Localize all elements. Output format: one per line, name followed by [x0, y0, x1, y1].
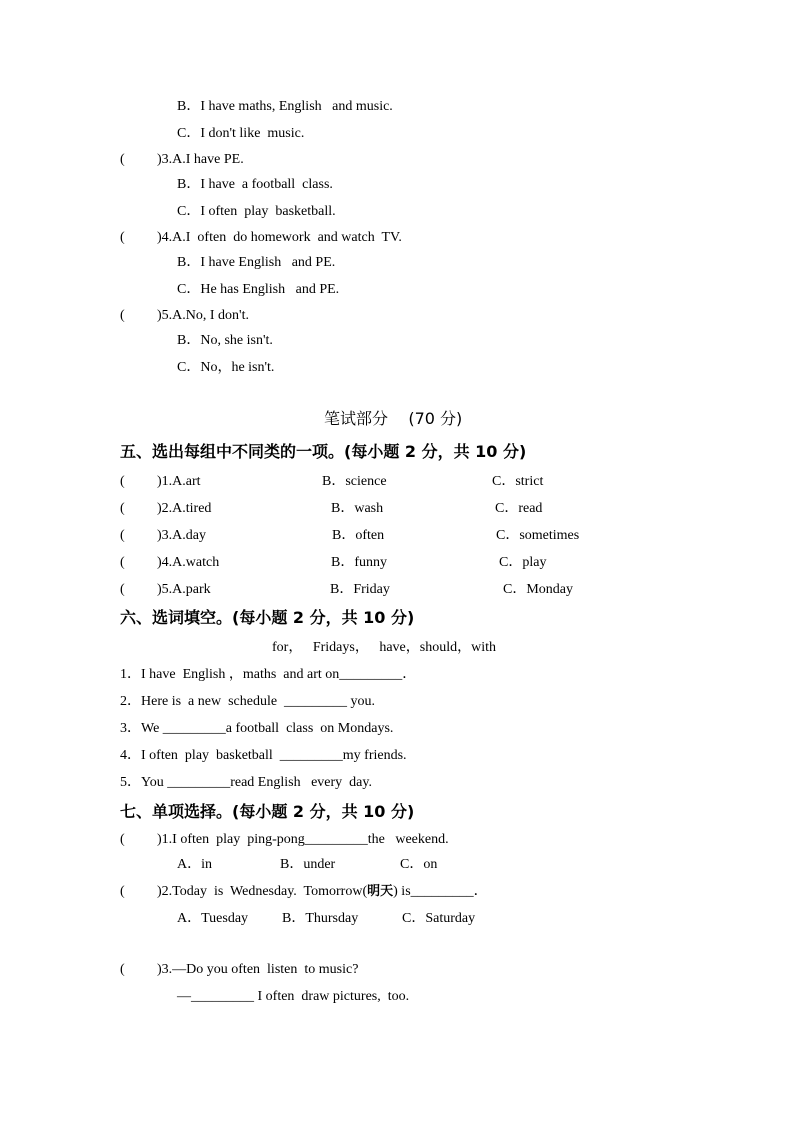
section5-heading: 五、选出每组中不同类的一项。(每小题 2 分，共 10 分): [120, 442, 527, 461]
section5-q2-option-a: )2.A.tired: [157, 501, 212, 516]
section6-item-5: 5．You _________read English every day.: [120, 775, 372, 790]
section7-heading: 七、单项选择。(每小题 2 分，共 10 分): [120, 802, 415, 821]
section7-q2-option-a: A．Tuesday: [177, 911, 249, 926]
listening-q2-option-c: C．I don't like music.: [177, 126, 305, 141]
answer-paren: (: [120, 962, 125, 977]
section5-q5-option-a: )5.A.park: [157, 582, 211, 597]
answer-paren: (: [120, 152, 125, 167]
section6-item-2: 2．Here is a new schedule _________ you.: [120, 694, 376, 709]
answer-paren: (: [120, 555, 125, 570]
section7-q2-chinese-gloss: 明天: [367, 884, 394, 899]
section7-q3: )3.—Do you often listen to music?: [157, 962, 359, 977]
section7-q1: )1.I often play ping-pong_________the weekend.: [157, 832, 449, 847]
listening-q5-option-b: B．No, she isn't.: [177, 333, 273, 348]
section5-q4-option-b: B．funny: [331, 555, 387, 570]
section5-q1-option-c: C．strict: [492, 474, 544, 489]
listening-q2-option-b: B．I have maths, English and music.: [177, 99, 393, 114]
section7-q1-option-c: C．on: [400, 857, 438, 872]
section5-q1-option-b: B．science: [322, 474, 387, 489]
section5-q3-option-a: )3.A.day: [157, 528, 206, 543]
section7-q2: [157, 883, 488, 901]
answer-paren: (: [120, 230, 125, 245]
answer-paren: (: [120, 528, 125, 543]
word-bank: for， Fridays， have，should，with: [272, 640, 496, 655]
section5-q3-option-c: C．sometimes: [496, 528, 580, 543]
section7-q1-option-b: B．under: [280, 857, 336, 872]
section6-heading: 六、选词填空。(每小题 2 分，共 10 分): [120, 608, 415, 627]
section7-q2-option-c: C．Saturday: [402, 911, 476, 926]
section7-q2-text-start: )2.Today is Wednesday. Tomorrow(: [157, 884, 368, 899]
section5-q4-option-c: C．play: [499, 555, 547, 570]
section5-q2-option-c: C．read: [495, 501, 543, 516]
section6-item-1: 1．I have English ，maths and art on_________．: [120, 667, 417, 682]
section7-q1-option-a: A．in: [177, 857, 212, 872]
listening-q5: )5.A.No, I don't.: [157, 308, 249, 323]
answer-paren: (: [120, 308, 125, 323]
section7-q2-text-end: ) is_________．: [393, 884, 488, 899]
section6-item-3: 3．We _________a football class on Mondays.: [120, 721, 394, 736]
listening-q3: )3.A.I have PE.: [157, 152, 244, 167]
listening-q4-option-c: C．He has English and PE.: [177, 282, 340, 297]
section6-item-4: 4．I often play basketball _________my friends.: [120, 748, 407, 763]
listening-q4-option-b: B．I have English and PE.: [177, 255, 336, 270]
written-part-title: 笔试部分 (70 分): [324, 409, 463, 428]
answer-paren: (: [120, 582, 125, 597]
section5-q2-option-b: B．wash: [331, 501, 384, 516]
listening-q5-option-c: C．No，he isn't.: [177, 360, 275, 375]
section7-q2-option-b: B．Thursday: [282, 911, 359, 926]
listening-q3-option-c: C．I often play basketball.: [177, 204, 336, 219]
answer-paren: (: [120, 832, 125, 847]
section5-q4-option-a: )4.A.watch: [157, 555, 220, 570]
section5-q5-option-c: C．Monday: [503, 582, 573, 597]
section7-q3-reply: —_________ I often draw pictures, too.: [177, 989, 410, 1004]
section5-q1-option-a: )1.A.art: [157, 474, 201, 489]
section5-q3-option-b: B．often: [332, 528, 385, 543]
answer-paren: (: [120, 501, 125, 516]
section5-q5-option-b: B．Friday: [330, 582, 390, 597]
answer-paren: (: [120, 884, 125, 899]
answer-paren: (: [120, 474, 125, 489]
listening-q4: )4.A.I often do homework and watch TV.: [157, 230, 402, 245]
listening-q3-option-b: B．I have a football class.: [177, 177, 333, 192]
